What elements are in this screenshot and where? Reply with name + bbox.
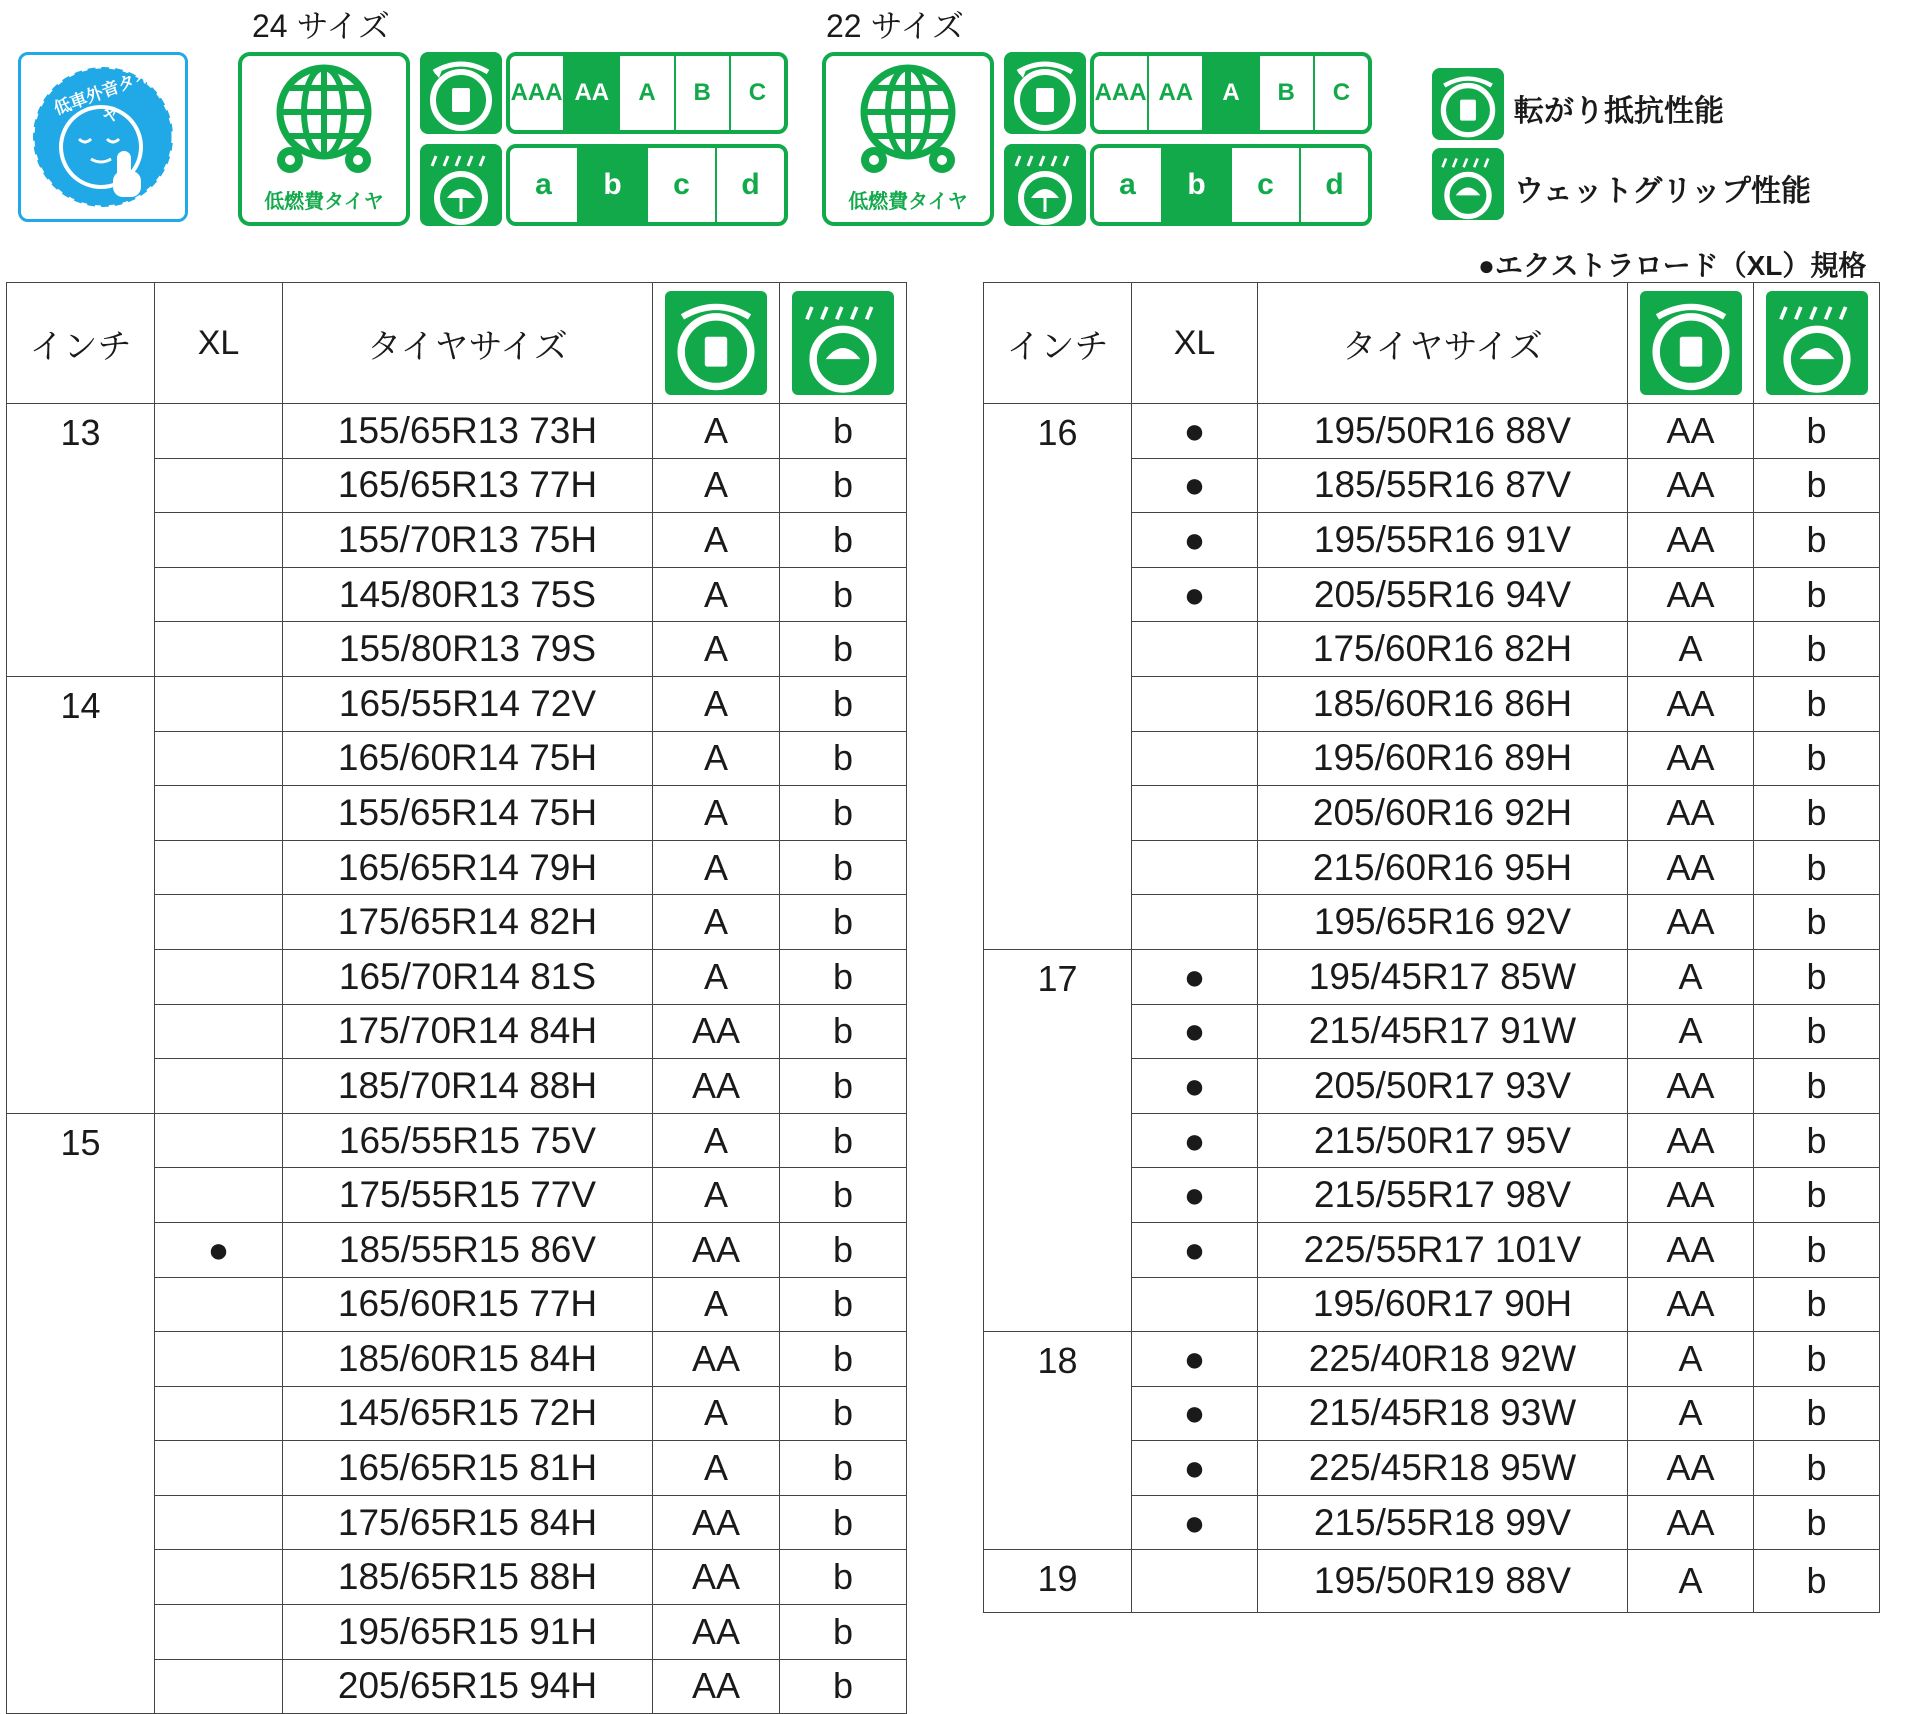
wet-grip-icon (1004, 144, 1086, 226)
tire-size-cell: 155/70R13 75H (283, 513, 653, 568)
tire-size-table-left (6, 282, 907, 1714)
wet-grip-cell: b (1754, 567, 1880, 622)
column-header-wet-grip (780, 283, 907, 404)
wet-grip-cell: b (1754, 458, 1880, 513)
xl-cell (155, 1605, 283, 1660)
low-noise-tire-text: 低車外音タイヤ (51, 65, 154, 128)
inch-cell: 19 (984, 1550, 1132, 1613)
column-header-inch: インチ (984, 283, 1132, 404)
wet-grip-cell: b (1754, 1222, 1880, 1277)
xl-cell (155, 513, 283, 568)
eco-tire-text: 低燃費タイヤ (264, 191, 384, 213)
rolling-resistance-cell: AA (1628, 567, 1754, 622)
inch-cell: 14 (7, 676, 155, 1113)
xl-cell (155, 1332, 283, 1387)
rolling-resistance-cell: A (1628, 1332, 1754, 1387)
tire-size-cell: 165/55R14 72V (283, 676, 653, 731)
grade-c: c (1230, 148, 1299, 222)
rolling-resistance-cell: A (653, 1168, 780, 1223)
tire-size-cell: 195/65R15 91H (283, 1605, 653, 1660)
xl-cell (155, 1277, 283, 1332)
rolling-resistance-cell: AA (653, 1495, 780, 1550)
xl-cell (155, 1495, 283, 1550)
wet-grip-cell: b (1754, 1332, 1880, 1387)
low-noise-tire-badge (18, 52, 188, 222)
tire-size-cell: 175/55R15 77V (283, 1168, 653, 1223)
grade-a: a (1119, 168, 1136, 201)
tire-size-cell: 195/50R16 88V (1258, 404, 1628, 459)
rolling-resistance-cell: AA (1628, 840, 1754, 895)
wet-grip-icon (1766, 291, 1868, 395)
column-header-rolling-resistance (1628, 283, 1754, 404)
xl-cell: ● (1132, 1222, 1258, 1277)
grade-b-selected: b (1161, 148, 1230, 222)
globe-tire-icon (242, 56, 406, 176)
wet-grip-cell: b (780, 949, 907, 1004)
tire-size-cell: 175/60R16 82H (1258, 622, 1628, 677)
rolling-resistance-cell: A (1628, 1004, 1754, 1059)
xl-cell (155, 676, 283, 731)
wet-grip-cell: b (780, 1332, 907, 1387)
rolling-resistance-icon (665, 291, 767, 395)
wet-grip-cell: b (1754, 513, 1880, 568)
tire-size-cell: 185/70R14 88H (283, 1059, 653, 1114)
xl-cell (155, 1059, 283, 1114)
rolling-resistance-cell: A (653, 567, 780, 622)
wet-grip-cell: b (780, 622, 907, 677)
legend-wet-grip-label: ウェットグリップ性能 (1514, 175, 1811, 208)
column-header-xl: XL (1132, 283, 1258, 404)
wet-grip-cell: b (780, 458, 907, 513)
wet-grip-cell: b (1754, 1113, 1880, 1168)
rolling-resistance-cell: AA (653, 1605, 780, 1660)
rolling-resistance-cell: A (653, 622, 780, 677)
column-header-inch: インチ (7, 283, 155, 404)
rolling-resistance-cell: A (653, 895, 780, 950)
xl-cell (155, 1386, 283, 1441)
tire-size-cell: 215/55R18 99V (1258, 1495, 1628, 1550)
tire-size-cell: 165/60R14 75H (283, 731, 653, 786)
tire-size-cell: 205/55R16 94V (1258, 567, 1628, 622)
table-row (7, 1113, 907, 1168)
wet-grip-grade-scale-1 (506, 144, 788, 226)
rolling-resistance-cell: AA (1628, 731, 1754, 786)
tire-size-cell: 185/60R16 86H (1258, 676, 1628, 731)
xl-cell (155, 458, 283, 513)
wet-grip-cell: b (1754, 1277, 1880, 1332)
xl-cell: ● (1132, 1386, 1258, 1441)
xl-cell: ● (1132, 1168, 1258, 1223)
rolling-resistance-cell: AA (1628, 895, 1754, 950)
tire-size-cell: 165/65R14 79H (283, 840, 653, 895)
wet-grip-cell: b (1754, 1168, 1880, 1223)
xl-cell (155, 840, 283, 895)
grade-AAA: AAA (510, 79, 563, 106)
tire-size-cell: 215/45R18 93W (1258, 1386, 1628, 1441)
wet-grip-cell: b (780, 1277, 907, 1332)
rolling-resistance-cell: AA (1628, 1059, 1754, 1114)
table-row (984, 1550, 1880, 1613)
tire-size-cell: 225/45R18 95W (1258, 1441, 1628, 1496)
tire-size-cell: 205/65R15 94H (283, 1659, 653, 1714)
xl-cell: ● (1132, 567, 1258, 622)
wet-grip-grade-scale-2 (1090, 144, 1372, 226)
rolling-resistance-cell: A (653, 731, 780, 786)
xl-cell: ● (1132, 458, 1258, 513)
xl-cell (155, 1550, 283, 1605)
wet-grip-cell: b (1754, 1386, 1880, 1441)
legend-wet-grip-icon (1432, 148, 1504, 220)
tire-size-cell: 175/65R14 82H (283, 895, 653, 950)
tire-size-cell: 195/55R16 91V (1258, 513, 1628, 568)
xl-cell (155, 895, 283, 950)
tire-size-cell: 225/40R18 92W (1258, 1332, 1628, 1387)
xl-cell: ● (155, 1222, 283, 1277)
eco-tire-label-1 (238, 52, 410, 226)
xl-cell (155, 404, 283, 459)
size-count-label-2: 22 サイズ (826, 8, 964, 44)
size-count-label-1: 24 サイズ (252, 8, 390, 44)
tire-size-cell: 185/65R15 88H (283, 1550, 653, 1605)
tire-size-rows-left (7, 404, 907, 1714)
rolling-resistance-cell: A (653, 1277, 780, 1332)
xl-cell (155, 1168, 283, 1223)
tire-size-cell: 165/65R13 77H (283, 458, 653, 513)
grade-d: d (1299, 148, 1368, 222)
rolling-resistance-cell: AA (1628, 1277, 1754, 1332)
wet-grip-cell: b (1754, 895, 1880, 950)
rolling-resistance-cell: AA (1628, 786, 1754, 841)
inch-cell: 16 (984, 404, 1132, 950)
tire-size-rows-right (984, 404, 1880, 1613)
wet-grip-cell: b (780, 1605, 907, 1660)
rolling-resistance-cell: AA (653, 1222, 780, 1277)
xl-cell (155, 786, 283, 841)
tire-size-cell: 195/50R19 88V (1258, 1550, 1628, 1613)
xl-cell (1132, 1277, 1258, 1332)
tire-size-cell: 215/50R17 95V (1258, 1113, 1628, 1168)
rolling-resistance-cell: A (1628, 622, 1754, 677)
tire-size-cell: 195/60R17 90H (1258, 1277, 1628, 1332)
table-row (7, 404, 907, 459)
grade-AA: AA (1147, 56, 1202, 130)
grade-B: B (1258, 56, 1313, 130)
grade-a: a (535, 168, 552, 201)
wet-grip-cell: b (1754, 1550, 1880, 1613)
rolling-resistance-icon (1004, 52, 1086, 134)
tire-size-cell: 185/55R15 86V (283, 1222, 653, 1277)
wet-grip-cell: b (780, 1386, 907, 1441)
inch-cell: 17 (984, 949, 1132, 1331)
rolling-resistance-cell: A (653, 458, 780, 513)
rolling-resistance-grade-scale-2 (1090, 52, 1372, 134)
xl-cell (155, 567, 283, 622)
wet-grip-cell: b (780, 1495, 907, 1550)
tire-size-cell: 205/50R17 93V (1258, 1059, 1628, 1114)
wet-grip-cell: b (1754, 1059, 1880, 1114)
eco-tire-label-2 (822, 52, 994, 226)
tire-size-cell: 205/60R16 92H (1258, 786, 1628, 841)
rolling-resistance-cell: AA (653, 1550, 780, 1605)
wet-grip-cell: b (780, 513, 907, 568)
rolling-resistance-cell: A (653, 404, 780, 459)
inch-cell: 15 (7, 1113, 155, 1714)
tire-size-cell: 195/65R16 92V (1258, 895, 1628, 950)
tire-size-cell: 165/70R14 81S (283, 949, 653, 1004)
xl-cell (1132, 622, 1258, 677)
tire-size-cell: 215/60R16 95H (1258, 840, 1628, 895)
column-header-wet-grip (1754, 283, 1880, 404)
column-header-tire-size: タイヤサイズ (283, 283, 653, 404)
inch-cell: 13 (7, 404, 155, 677)
rolling-resistance-cell: A (653, 949, 780, 1004)
column-header-tire-size: タイヤサイズ (1258, 283, 1628, 404)
xl-cell (155, 731, 283, 786)
rolling-resistance-cell: AA (653, 1659, 780, 1714)
xl-cell (155, 1659, 283, 1714)
rolling-resistance-cell: AA (653, 1059, 780, 1114)
table-row (984, 404, 1880, 459)
wet-grip-cell: b (1754, 1004, 1880, 1059)
xl-cell: ● (1132, 1495, 1258, 1550)
column-header-xl: XL (155, 283, 283, 404)
globe-tire-icon (826, 56, 990, 176)
xl-cell (1132, 895, 1258, 950)
xl-cell (1132, 731, 1258, 786)
wet-grip-cell: b (1754, 622, 1880, 677)
inch-cell: 18 (984, 1332, 1132, 1550)
tire-size-cell: 185/55R16 87V (1258, 458, 1628, 513)
rolling-resistance-cell: A (653, 676, 780, 731)
wet-grip-cell: b (780, 786, 907, 841)
xl-cell: ● (1132, 949, 1258, 1004)
rolling-resistance-grade-scale-1 (506, 52, 788, 134)
legend-rolling-resistance-icon (1432, 68, 1504, 140)
xl-cell (1132, 840, 1258, 895)
tire-size-cell: 165/60R15 77H (283, 1277, 653, 1332)
tire-size-cell: 215/45R17 91W (1258, 1004, 1628, 1059)
wet-grip-cell: b (780, 1659, 907, 1714)
rolling-resistance-cell: AA (653, 1004, 780, 1059)
xl-cell: ● (1132, 1441, 1258, 1496)
wet-grip-cell: b (780, 1113, 907, 1168)
wet-grip-cell: b (1754, 731, 1880, 786)
rolling-resistance-cell: A (1628, 1386, 1754, 1441)
xl-cell: ● (1132, 404, 1258, 459)
xl-cell (155, 622, 283, 677)
wet-grip-cell: b (780, 1222, 907, 1277)
table-row (984, 949, 1880, 1004)
rolling-resistance-cell: AA (1628, 676, 1754, 731)
wet-grip-cell: b (780, 1168, 907, 1223)
xl-cell: ● (1132, 513, 1258, 568)
grade-A-selected: A (1202, 56, 1257, 130)
xl-cell (1132, 786, 1258, 841)
table-row (984, 1332, 1880, 1387)
grade-c: c (646, 148, 715, 222)
grade-A: A (618, 56, 673, 130)
rolling-resistance-cell: AA (653, 1332, 780, 1387)
wet-grip-cell: b (1754, 1495, 1880, 1550)
tire-size-cell: 225/55R17 101V (1258, 1222, 1628, 1277)
tire-size-cell: 165/55R15 75V (283, 1113, 653, 1168)
wet-grip-cell: b (780, 567, 907, 622)
wet-grip-cell: b (780, 1550, 907, 1605)
column-header-rolling-resistance (653, 283, 780, 404)
xl-cell (1132, 1550, 1258, 1613)
xl-cell (155, 949, 283, 1004)
wet-grip-cell: b (780, 1441, 907, 1496)
wet-grip-cell: b (780, 1004, 907, 1059)
wet-grip-icon (420, 144, 502, 226)
wet-grip-icon (792, 291, 894, 395)
grade-C: C (729, 56, 784, 130)
tire-size-cell: 145/80R13 75S (283, 567, 653, 622)
wet-grip-cell: b (1754, 676, 1880, 731)
rolling-resistance-cell: A (653, 1113, 780, 1168)
tire-size-cell: 175/70R14 84H (283, 1004, 653, 1059)
rolling-resistance-cell: AA (1628, 513, 1754, 568)
wet-grip-cell: b (780, 676, 907, 731)
rolling-resistance-icon (1640, 291, 1742, 395)
xl-cell (155, 1113, 283, 1168)
rolling-resistance-cell: AA (1628, 1495, 1754, 1550)
tire-size-table-right (983, 282, 1880, 1613)
tire-size-cell: 195/45R17 85W (1258, 949, 1628, 1004)
xl-cell: ● (1132, 1113, 1258, 1168)
tire-size-cell: 145/65R15 72H (283, 1386, 653, 1441)
wet-grip-cell: b (1754, 949, 1880, 1004)
tire-size-cell: 175/65R15 84H (283, 1495, 653, 1550)
tire-size-cell: 185/60R15 84H (283, 1332, 653, 1387)
tire-size-cell: 215/55R17 98V (1258, 1168, 1628, 1223)
xl-cell: ● (1132, 1004, 1258, 1059)
rolling-resistance-cell: AA (1628, 1222, 1754, 1277)
xl-standard-note: ●エクストラロード（XL）規格 (1478, 250, 1867, 281)
rolling-resistance-cell: A (1628, 1550, 1754, 1613)
rolling-resistance-cell: AA (1628, 404, 1754, 459)
wet-grip-cell: b (1754, 404, 1880, 459)
xl-cell: ● (1132, 1059, 1258, 1114)
tire-size-cell: 155/80R13 79S (283, 622, 653, 677)
rolling-resistance-cell: A (653, 840, 780, 895)
rolling-resistance-cell: A (653, 513, 780, 568)
tire-size-cell: 165/65R15 81H (283, 1441, 653, 1496)
tire-size-cell: 155/65R13 73H (283, 404, 653, 459)
rolling-resistance-cell: AA (1628, 1168, 1754, 1223)
grade-C: C (1313, 56, 1368, 130)
xl-cell: ● (1132, 1332, 1258, 1387)
table-row (7, 676, 907, 731)
rolling-resistance-cell: A (653, 1386, 780, 1441)
rolling-resistance-cell: AA (1628, 458, 1754, 513)
rolling-resistance-icon (420, 52, 502, 134)
rolling-resistance-cell: AA (1628, 1113, 1754, 1168)
wet-grip-cell: b (1754, 1441, 1880, 1496)
xl-cell (155, 1441, 283, 1496)
rolling-resistance-cell: AA (1628, 1441, 1754, 1496)
wet-grip-cell: b (780, 404, 907, 459)
grade-AAA: AAA (1094, 79, 1147, 106)
grade-d: d (715, 148, 784, 222)
legend-rolling-resistance-label: 転がり抵抗性能 (1514, 95, 1724, 128)
tire-size-cell: 155/65R14 75H (283, 786, 653, 841)
grade-AA-selected: AA (563, 56, 618, 130)
rolling-resistance-cell: A (653, 786, 780, 841)
eco-tire-text: 低燃費タイヤ (848, 191, 968, 213)
wet-grip-cell: b (1754, 840, 1880, 895)
grade-B: B (674, 56, 729, 130)
rolling-resistance-cell: A (1628, 949, 1754, 1004)
wet-grip-cell: b (780, 1059, 907, 1114)
tire-size-cell: 195/60R16 89H (1258, 731, 1628, 786)
xl-cell (155, 1004, 283, 1059)
wet-grip-cell: b (780, 731, 907, 786)
grade-b-selected: b (577, 148, 646, 222)
wet-grip-cell: b (780, 840, 907, 895)
wet-grip-cell: b (1754, 786, 1880, 841)
wet-grip-cell: b (780, 895, 907, 950)
rolling-resistance-cell: A (653, 1441, 780, 1496)
xl-cell (1132, 676, 1258, 731)
